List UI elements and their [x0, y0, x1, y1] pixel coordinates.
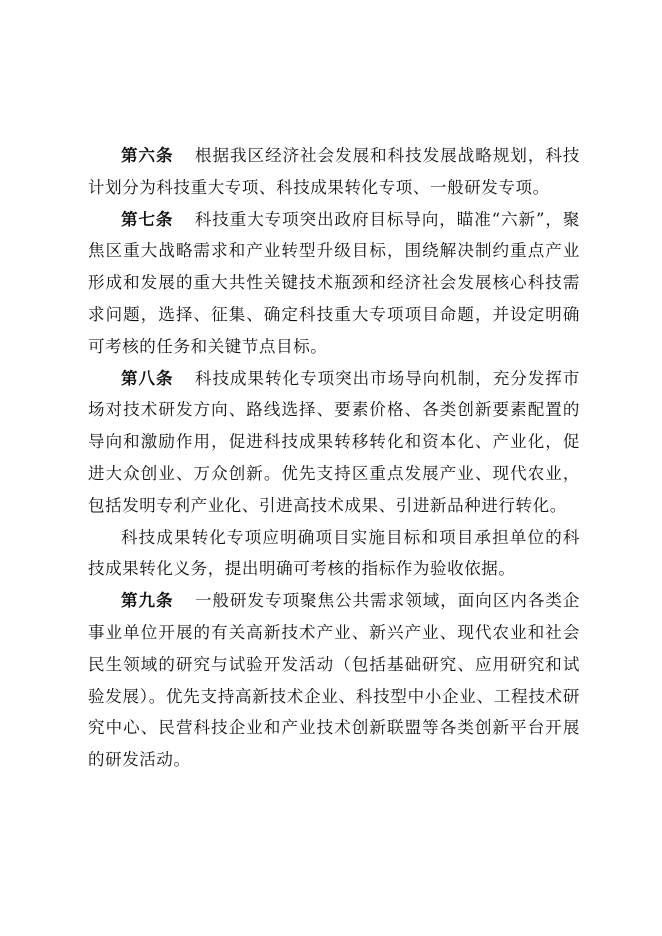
paragraph-article-7	[88, 204, 580, 363]
paragraph-article-9	[88, 585, 580, 776]
paragraph-text: 科技成果转化专项应明确项目实施目标和项目承担单位的科技成果转化义务，提出明确可考核的指标作为验收依据。	[88, 527, 580, 579]
document-body	[88, 140, 580, 776]
article-heading: 第六条	[121, 146, 174, 165]
article-heading: 第八条	[121, 368, 174, 388]
paragraph-text: 科技成果转化专项突出市场导向机制，充分发挥市场对技术研发方向、路线选择、要素价格、各类创新要素配置的导向和激励作用，促进科技成果转移转化和资本化、产业化，促进大众创业、万众创新。优先支持区重点发展产业、现代农业，包括发明专利产业化、引进高技术成果、引进新品种进行转化。	[88, 368, 580, 515]
paragraph-text: 根据我区经济社会发展和科技发展战略规划，科技计划分为科技重大专项、科技成果转化专项、一般研发专项。	[88, 146, 580, 197]
paragraph-text: 科技重大专项突出政府目标导向，瞄准“六新”，聚焦区重大战略需求和产业转型升级目标，围绕解决制约重点产业形成和发展的重大共性关键技术瓶颈和经济社会发展核心科技需求问题，选择、征集、确定科技重大专项项目命题，并设定明确可考核的任务和关键节点目标。	[88, 209, 580, 356]
paragraph-article-8	[88, 363, 580, 522]
paragraph-text: 一般研发专项聚焦公共需求领域，面向区内各类企事业单位开展的有关高新技术产业、新兴产业、现代农业和社会民生领域的研究与试验开发活动（包括基础研究、应用研究和试验发展）。优先支持高新技术企业、科技型中小企业、工程技术研究中心、民营科技企业和产业技术创新联盟等各类创新平台开展的研发活动。	[88, 591, 580, 770]
paragraph-article-6	[88, 140, 580, 204]
paragraph-article-8-continued	[88, 522, 580, 586]
article-heading: 第九条	[121, 591, 174, 611]
article-heading: 第七条	[121, 209, 174, 229]
